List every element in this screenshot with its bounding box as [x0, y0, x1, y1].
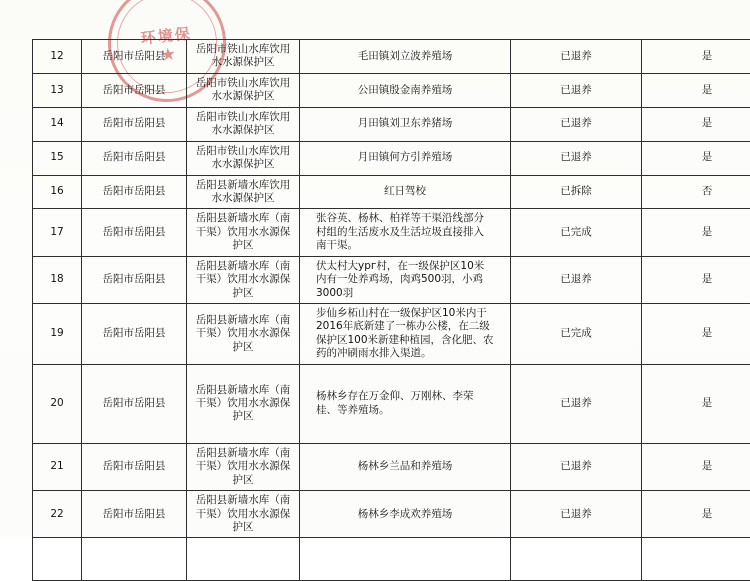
cell-city: 岳阳市岳阳县 [82, 304, 187, 365]
cell-description: 公田镇殷金南养殖场 [300, 73, 511, 107]
table-row [33, 491, 750, 538]
cell-protection-area-blank [187, 538, 300, 581]
cell-city: 岳阳市岳阳县 [82, 491, 187, 538]
cell-index: 13 [33, 73, 82, 107]
cell-description: 毛田镇刘立波养殖场 [300, 40, 511, 74]
cell-city: 岳阳市岳阳县 [82, 107, 187, 141]
cell-description-text: 伏太村大ург村，在一级保护区10米内有一处养鸡场，肉鸡500羽，小鸡3000羽 [316, 260, 494, 300]
cell-protection-area: 岳阳县新墙水库（南干渠）饮用水水源保护区 [187, 256, 300, 303]
cell-description [300, 256, 511, 303]
cell-status: 已完成 [511, 209, 642, 256]
cell-protection-area: 岳阳县新墙水库（南干渠）饮用水水源保护区 [187, 209, 300, 256]
cell-status: 已退养 [511, 40, 642, 74]
cell-protection-area: 岳阳县新墙水库（南干渠）饮用水水源保护区 [187, 491, 300, 538]
cell-description: 红日驾校 [300, 175, 511, 209]
cell-status-blank [511, 538, 642, 581]
table-row [33, 73, 750, 107]
cell-status: 已退养 [511, 73, 642, 107]
cell-description: 月田镇刘卫东养猪场 [300, 107, 511, 141]
cell-protection-area: 岳阳市铁山水库饮用水水源保护区 [187, 107, 300, 141]
cell-completed: 是 [642, 141, 750, 175]
cell-description-text: 步仙乡柘山村在一级保护区10米内于2016年底新建了一栋办公楼，在二级保护区100米新建种植园，含化肥、农药的冲刷雨水排入渠道。 [316, 307, 494, 361]
table-row [33, 209, 750, 256]
cell-description: 月田镇何方引养殖场 [300, 141, 511, 175]
cell-protection-area: 岳阳县新墙水库（南干渠）饮用水水源保护区 [187, 364, 300, 443]
cell-completed: 是 [642, 256, 750, 303]
cell-city: 岳阳市岳阳县 [82, 73, 187, 107]
cell-completed: 是 [642, 107, 750, 141]
cell-city: 岳阳市岳阳县 [82, 175, 187, 209]
cell-index: 19 [33, 304, 82, 365]
cell-status: 已退养 [511, 107, 642, 141]
stamp-star-icon: ★ [112, 39, 225, 71]
table-row [33, 364, 750, 443]
cell-status: 已完成 [511, 304, 642, 365]
table-row-blank [33, 538, 750, 581]
cell-protection-area: 岳阳市铁山水库饮用水水源保护区 [187, 40, 300, 74]
cell-index: 17 [33, 209, 82, 256]
cell-index: 15 [33, 141, 82, 175]
cell-description-text: 杨林乡存在万金仰、万刚林、李荣桂、等养殖场。 [316, 390, 494, 417]
cell-city: 岳阳市岳阳县 [82, 209, 187, 256]
cell-index: 21 [33, 443, 82, 490]
cell-city: 岳阳市岳阳县 [82, 443, 187, 490]
table-row [33, 256, 750, 303]
cell-city: 岳阳市岳阳县 [82, 364, 187, 443]
cell-completed: 是 [642, 209, 750, 256]
cell-protection-area: 岳阳市铁山水库饮用水水源保护区 [187, 73, 300, 107]
table-row [33, 40, 750, 74]
cell-status: 已退养 [511, 256, 642, 303]
table-body [33, 40, 750, 581]
cell-completed: 是 [642, 364, 750, 443]
cell-description [300, 304, 511, 365]
cell-index: 18 [33, 256, 82, 303]
cell-index: 20 [33, 364, 82, 443]
cell-description [300, 364, 511, 443]
cell-description-text: 张谷英、杨林、柏祥等干渠沿线部分村组的生活废水及生活垃圾直接排入南干渠。 [316, 212, 494, 252]
cell-protection-area: 岳阳县新墙水库饮用水水源保护区 [187, 175, 300, 209]
cell-status: 已退养 [511, 491, 642, 538]
table-row [33, 107, 750, 141]
cell-protection-area: 岳阳县新墙水库（南干渠）饮用水水源保护区 [187, 443, 300, 490]
cell-index: 16 [33, 175, 82, 209]
cell-completed: 是 [642, 73, 750, 107]
table-row [33, 304, 750, 365]
cell-description [300, 209, 511, 256]
cell-index: 12 [33, 40, 82, 74]
cell-completed: 是 [642, 491, 750, 538]
cell-city: 岳阳市岳阳县 [82, 256, 187, 303]
cell-completed: 否 [642, 175, 750, 209]
cell-description: 杨林乡李成欢养殖场 [300, 491, 511, 538]
cell-protection-area: 岳阳市铁山水库饮用水水源保护区 [187, 141, 300, 175]
cell-protection-area: 岳阳县新墙水库（南干渠）饮用水水源保护区 [187, 304, 300, 365]
stamp-text: 环境保 [109, 19, 223, 52]
cell-status: 已退养 [511, 364, 642, 443]
cell-city: 岳阳市岳阳县 [82, 40, 187, 74]
cell-description: 杨林乡兰品和养殖场 [300, 443, 511, 490]
table-row [33, 443, 750, 490]
cell-status: 已退养 [511, 141, 642, 175]
cell-completed: 是 [642, 40, 750, 74]
cell-status: 已拆除 [511, 175, 642, 209]
cell-city: 岳阳市岳阳县 [82, 141, 187, 175]
cell-index-blank [33, 538, 82, 581]
cell-description-blank [300, 538, 511, 581]
table-row [33, 141, 750, 175]
inspection-issues-table [32, 39, 750, 581]
cell-completed: 是 [642, 304, 750, 365]
cell-index: 14 [33, 107, 82, 141]
cell-completed-blank [642, 538, 750, 581]
cell-index: 22 [33, 491, 82, 538]
cell-city-blank [82, 538, 187, 581]
table-row [33, 175, 750, 209]
cell-completed: 是 [642, 443, 750, 490]
cell-status: 已退养 [511, 443, 642, 490]
